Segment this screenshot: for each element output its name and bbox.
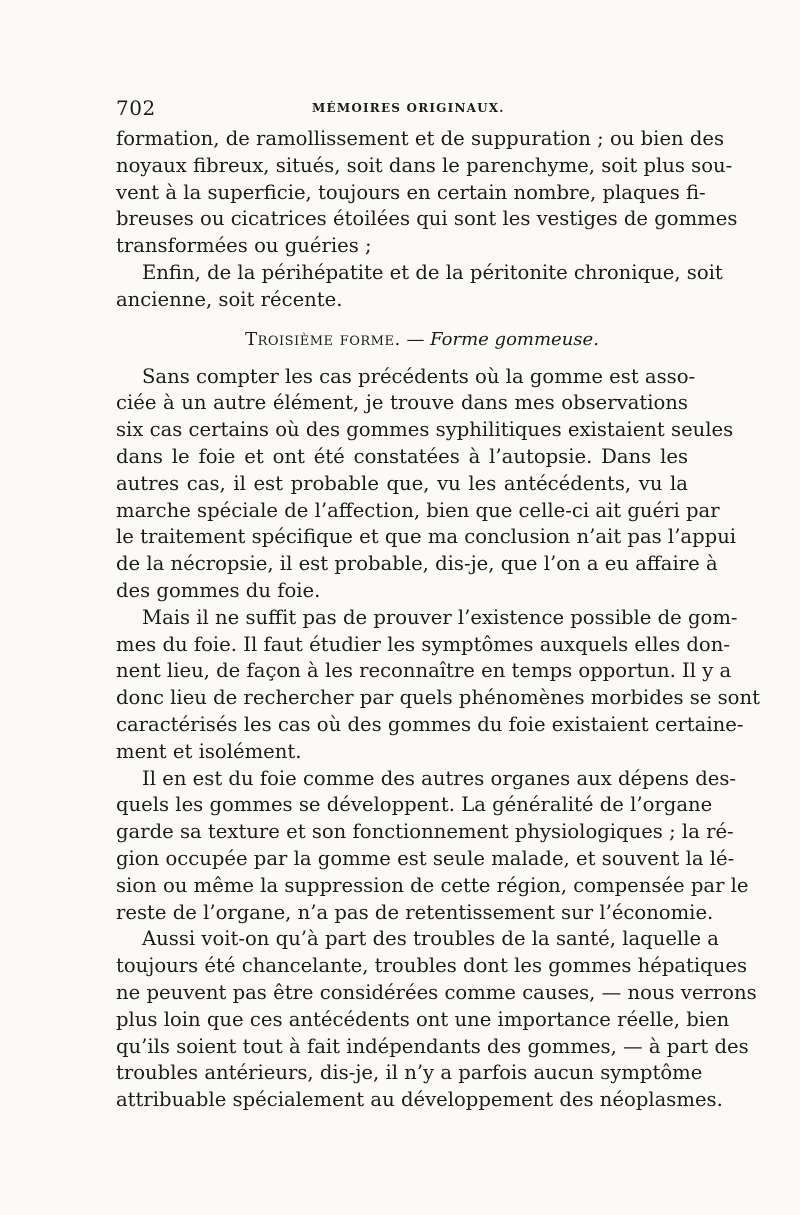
running-head: MÉMOIRES ORIGINAUX. (312, 101, 505, 115)
text-line: sion ou même la suppression de cette région, compensée par le (116, 873, 749, 897)
text-line: mes du foie. Il faut étudier les symptômes auxquels elles don- (116, 632, 730, 656)
text-line: donc lieu de rechercher par quels phénomènes morbides se sont (116, 686, 760, 710)
section-title (116, 328, 688, 352)
text-line: attribuable spécialement au développement des néoplasmes. (116, 1088, 723, 1112)
text-line: six cas certains où des gommes syphilitiques existaient seules (116, 418, 734, 442)
paragraph (116, 926, 757, 1114)
text-line: Mais il ne suffit pas de prouver l’existence possible de gom- (142, 605, 738, 629)
paragraph (116, 364, 737, 605)
text-line: quels les gommes se développent. La généralité de l’organe (116, 793, 713, 817)
body-text (116, 126, 760, 1114)
paragraph-group-2 (116, 364, 760, 1114)
text-line: ment et isolément. (116, 739, 302, 763)
text-line: nent lieu, de façon à les reconnaître en temps opportun. Il y a (116, 659, 732, 683)
page-number: 702 (116, 96, 156, 120)
page-header (116, 96, 688, 120)
text-line: plus loin que ces antécédents ont une importance réelle, bien (116, 1007, 730, 1031)
paragraph (116, 126, 738, 260)
text-line: ancienne, soit récente. (116, 287, 343, 311)
text-line: ciée à un autre élément, je trouve dans mes observations (116, 391, 688, 415)
paragraph-group-1 (116, 126, 738, 314)
paragraph (116, 260, 723, 314)
text-line: garde sa texture et son fonctionnement physiologiques ; la ré- (116, 820, 734, 844)
text-line: autres cas, il est probable que, vu les antécédents, vu la (116, 471, 688, 495)
text-line: Sans compter les cas précédents où la gomme est asso- (142, 364, 696, 388)
text-line: Aussi voit-on qu’à part des troubles de la santé, laquelle a (142, 927, 719, 951)
text-line: ne peuvent pas être considérées comme causes, — nous verrons (116, 980, 757, 1004)
text-line: dans le foie et ont été constatées à l’autopsie. Dans les (116, 444, 688, 468)
section-title-dash: — (400, 328, 431, 350)
text-line: toujours été chancelante, troubles dont les gommes hépatiques (116, 954, 747, 978)
text-line: formation, de ramollissement et de suppuration ; ou bien des (116, 127, 725, 150)
text-line: Il en est du foie comme des autres organes aux dépens des- (142, 766, 737, 790)
section-title-subtitle: Forme gommeuse. (430, 328, 599, 350)
text-line: de la nécropsie, il est probable, dis-je, que l’on a eu affaire à (116, 552, 718, 576)
section-title-label: Troisième forme. (245, 328, 401, 350)
text-line: breuses ou cicatrices étoilées qui sont les vestiges de gommes (116, 207, 738, 231)
text-line: transformées ou guéries ; (116, 234, 372, 258)
text-line: Enfin, de la périhépatite et de la péritonite chronique, soit (142, 260, 723, 284)
text-line: qu’ils soient tout à fait indépendants des gommes, — à part des (116, 1034, 749, 1058)
text-line: vent à la superficie, toujours en certain nombre, plaques fi- (116, 180, 706, 204)
text-line: noyaux fibreux, situés, soit dans le parenchyme, soit plus sou- (116, 153, 733, 177)
text-line: troubles antérieurs, dis-je, il n’y a parfois aucun symptôme (116, 1061, 703, 1085)
text-line: gion occupée par la gomme est seule malade, et souvent la lé- (116, 846, 735, 870)
text-line: marche spéciale de l’affection, bien que celle-ci ait guéri par (116, 498, 720, 522)
text-line: des gommes du foie. (116, 578, 321, 602)
text-line: reste de l’organe, n’a pas de retentissement sur l’économie. (116, 900, 714, 924)
paragraph (116, 766, 749, 927)
text-line: le traitement spécifique et que ma conclusion n’ait pas l’appui (116, 525, 737, 549)
paragraph (116, 605, 760, 766)
text-line: caractérisés les cas où des gommes du foie existaient certaine- (116, 712, 744, 736)
